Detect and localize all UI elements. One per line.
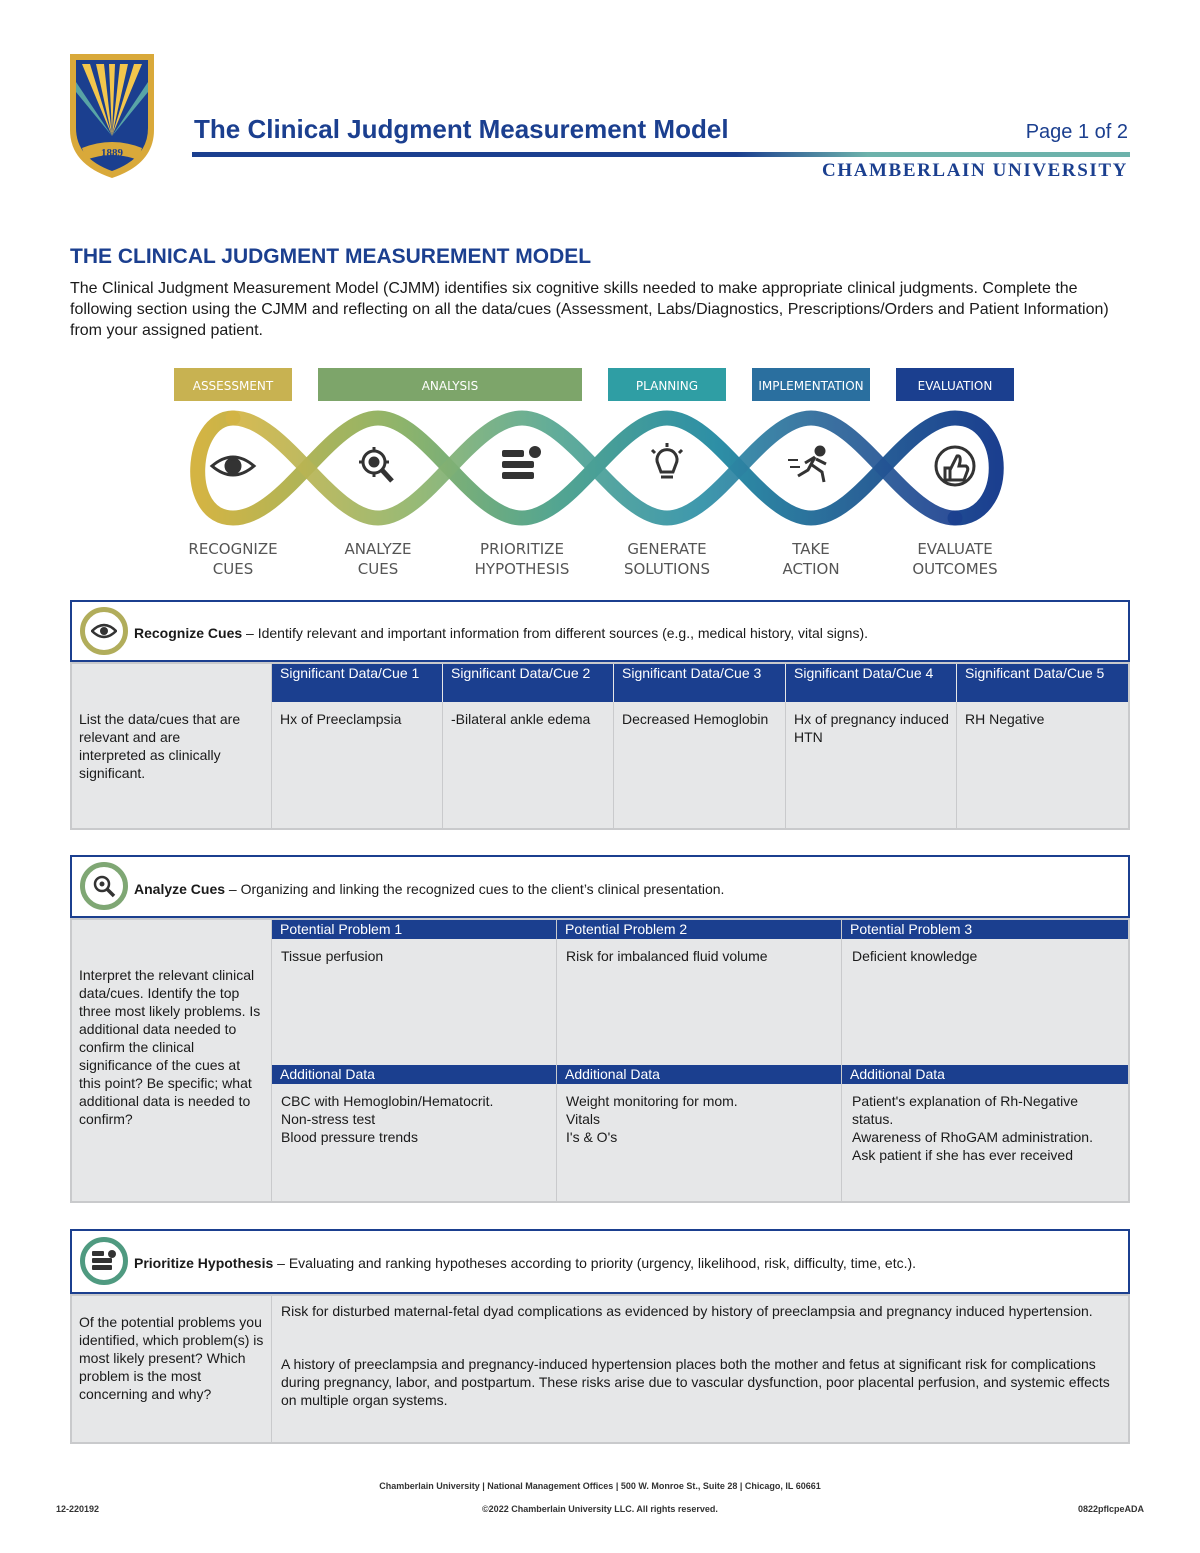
step-take-line1: TAKE <box>792 540 830 558</box>
recognize-cues-table <box>70 662 1130 830</box>
recognize-cues-title: Recognize Cues – Identify relevant and important information from different sources (e.g., medical history, vital signs). <box>134 625 869 641</box>
university-crest-logo <box>68 52 156 180</box>
step-analyze-line2: CUES <box>357 560 399 578</box>
cjmm-diagram <box>160 360 1040 585</box>
step-generate-line1: GENERATE <box>627 540 707 558</box>
recognize-cues-header <box>70 600 1130 662</box>
stage-analysis-label: ANALYSIS <box>421 379 479 393</box>
cue-value-3: Decreased Hemoglobin <box>622 711 769 727</box>
university-wordmark: CHAMBERLAIN UNIVERSITY <box>822 160 1128 181</box>
crest-year: 1889 <box>101 147 123 159</box>
lightbulb-icon <box>652 443 682 477</box>
cue-header-4: Significant Data/Cue 4 <box>786 664 956 702</box>
problem-value-3: Deficient knowledge <box>852 948 978 964</box>
cue-header-1: Significant Data/Cue 1 <box>272 664 442 702</box>
prioritize-prompt: Of the potential problems you identified, which problem(s) is most likely present? Which problem is the most concerning and why? <box>79 1314 264 1402</box>
problem-header-1: Potential Problem 1 <box>272 920 556 939</box>
page-number: Page 1 of 2 <box>1025 121 1128 143</box>
recognize-prompt: List the data/cues that are relevant and are interpreted as clinically significant. <box>79 711 241 781</box>
problem-value-1: Tissue perfusion <box>281 948 384 964</box>
step-generate-line2: SOLUTIONS <box>623 560 711 578</box>
step-evaluate-line2: OUTCOMES <box>912 560 998 578</box>
step-prioritize-line1: PRIORITIZE <box>480 540 564 558</box>
prioritize-hypothesis-title: Prioritize Hypothesis – Evaluating and ranking hypotheses according to priority (urgency, likelihood, risk, difficulty, time, etc.). <box>134 1255 917 1271</box>
eye-icon <box>80 607 128 655</box>
analyze-prompt: Interpret the relevant clinical data/cues. Identify the top three most likely problems. Is additional data needed to confirm the clinical significance of the cues at this point? Be specific; what additional data is needed to confirm? <box>79 967 261 1127</box>
prioritize-answer-1: Risk for disturbed maternal-fetal dyad complications as evidenced by history of preeclampsia and pregnancy induced hypertension. <box>281 1303 1093 1319</box>
prioritize-hypothesis-header <box>70 1229 1130 1294</box>
gear-magnifier-icon <box>80 862 128 910</box>
additional-header-1: Additional Data <box>272 1065 556 1084</box>
prioritize-hypothesis-table <box>70 1294 1130 1444</box>
eye-icon <box>212 457 254 475</box>
additional-data-3: Patient's explanation of Rh-Negative status. Awareness of RhoGAM administration. Ask patient if she has ever received <box>852 1093 1093 1163</box>
footer-code-right: 0822pflcpeADA <box>1077 1504 1144 1514</box>
problem-value-2: Risk for imbalanced fluid volume <box>566 948 768 964</box>
runner-icon <box>788 447 826 482</box>
list-priority-icon <box>502 446 541 479</box>
footer-code-left: 12-220192 <box>56 1504 100 1514</box>
additional-header-3: Additional Data <box>842 1065 1128 1084</box>
list-priority-icon <box>80 1237 128 1285</box>
stage-planning-label: PLANNING <box>635 379 699 393</box>
header-divider <box>192 152 1130 157</box>
cue-header-3: Significant Data/Cue 3 <box>614 664 785 702</box>
intro-paragraph: The Clinical Judgment Measurement Model (CJMM) identifies six cognitive skills needed to make appropriate clinical judgments. Complete the following section using the CJMM and reflecting on all the data/cues (Assessment, Labs/Diagnostics, Prescriptions/Orders and Patient Information) from your assigned patient. <box>70 280 1109 339</box>
step-evaluate-line1: EVALUATE <box>917 540 993 558</box>
step-recognize-line2: CUES <box>212 560 254 578</box>
analyze-cues-title: Analyze Cues – Organizing and linking the recognized cues to the client’s clinical presentation. <box>134 881 725 897</box>
stage-evaluation-label: EVALUATION <box>917 379 993 393</box>
stage-implementation-label: IMPLEMENTATION <box>758 379 864 393</box>
prioritize-answer-2: A history of preeclampsia and pregnancy-induced hypertension places both the mother and fetus at significant risk for complications during pregnancy, labor, and postpartum. These risks arise due to vascular dysfunction, poor placental perfusion, and systemic effects on multiple organ systems. <box>281 1356 1110 1408</box>
document-title: The Clinical Judgment Measurement Model <box>194 114 729 144</box>
step-prioritize-line2: HYPOTHESIS <box>474 560 570 578</box>
analyze-cues-table <box>70 918 1130 1203</box>
additional-header-2: Additional Data <box>557 1065 841 1084</box>
footer-address: Chamberlain University | National Management Offices | 500 W. Monroe St., Suite 28 | Chicago, IL 60661 <box>379 1481 821 1491</box>
additional-data-2: Weight monitoring for mom. Vitals I's & O's <box>566 1093 738 1145</box>
step-analyze-line1: ANALYZE <box>344 540 412 558</box>
thumbs-up-icon <box>936 447 974 485</box>
cue-header-2: Significant Data/Cue 2 <box>443 664 613 702</box>
cue-value-1: Hx of Preeclampsia <box>280 711 402 727</box>
cue-header-5: Significant Data/Cue 5 <box>957 664 1128 702</box>
step-recognize-line1: RECOGNIZE <box>188 540 278 558</box>
cue-value-4: Hx of pregnancy induced HTN <box>794 711 949 745</box>
step-take-line2: ACTION <box>782 560 840 578</box>
problem-header-2: Potential Problem 2 <box>557 920 841 939</box>
analyze-cues-header <box>70 855 1130 918</box>
section-heading: THE CLINICAL JUDGMENT MEASUREMENT MODEL <box>70 245 592 268</box>
gear-magnifier-icon <box>359 447 392 481</box>
cue-value-5: RH Negative <box>965 711 1045 727</box>
stage-assessment-label: ASSESSMENT <box>192 379 274 393</box>
cue-value-2: -Bilateral ankle edema <box>451 711 591 727</box>
footer-copyright: ©2022 Chamberlain University LLC. All rights reserved. <box>482 1504 718 1514</box>
problem-header-3: Potential Problem 3 <box>842 920 1128 939</box>
additional-data-1: CBC with Hemoglobin/Hematocrit. Non-stress test Blood pressure trends <box>281 1093 494 1145</box>
